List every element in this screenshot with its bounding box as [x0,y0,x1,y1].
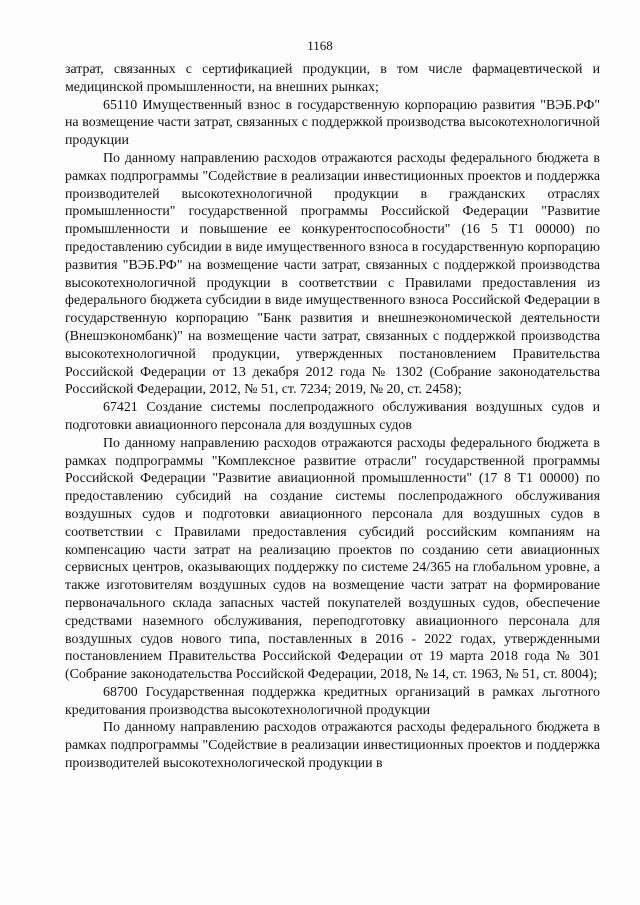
paragraph-heading-65110: 65110 Имущественный взнос в государственную корпорацию развития "ВЭБ.РФ" на возмещение части затрат, связанных с поддержкой производства высокотехнологичной продукции [65,97,600,149]
page-number: 1168 [307,38,333,53]
paragraph-description-65110: По данному направлению расходов отражаются расходы федерального бюджета в рамках подпрограммы "Содействие в реализации инвестиционных проектов и поддержка производителей высокотехнологичной продукции в гражданских отраслях промышленности" государственной программы Российской Федерации "Развитие промышленности и повышение ее конкурентоспособности" (16 5 Т1 00000) по предоставлению субсидии в виде имущественного взноса в государственную корпорацию развития "ВЭБ.РФ" на возмещение части затрат, связанных с поддержкой производства высокотехнологичной продукции в соответствии с Правилами предоставления из федерального бюджета субсидии в виде имущественного взноса Российской Федерации в государственную корпорацию "Банк развития и внешнеэкономической деятельности (Внешэкономбанк)" на возмещение части затрат, связанных с поддержкой производства высокотехнологичной продукции, утвержденных постановлением Правительства Российской Федерации от 13 декабря 2012 года № 1302 (Собрание законодательства Российской Федерации, 2012, № 51, ст. 7234; 2019, № 20, ст. 2458); [65,150,600,398]
paragraph-description-67421: По данному направлению расходов отражаются расходы федерального бюджета в рамках подпрограммы "Комплексное развитие отрасли" государственной программы Российской Федерации "Развитие авиационной промышленности" (17 8 Т1 00000) по предоставлению субсидий на создание системы послепродажного обслуживания воздушных судов и подготовки авиационного персонала для воздушных судов в соответствии с Правилами предоставления субсидий российским компаниям на компенсацию части затрат на реализацию проектов по созданию сети авиационных сервисных центров, оказывающих поддержку по системе 24/365 на глобальном уровне, а также изготовителям воздушных судов на возмещение части затрат на формирование первоначального склада запасных частей покупателей воздушных судов, обеспечение средствами наземного обслуживания, переподготовку авиационного персонала для воздушных судов нового типа, поставленных в 2016 - 2022 годах, утвержденными постановлением Правительства Российской Федерации от 19 марта 2018 года № 301 (Собрание законодательства Российской Федерации, 2018, № 14, ст. 1963, № 51, ст. 8004); [65,435,600,683]
paragraph-description-68700: По данному направлению расходов отражаются расходы федерального бюджета в рамках подпрограммы "Содействие в реализации инвестиционных проектов и поддержка производителей высокотехнологической продукции в [65,720,600,772]
paragraph-continuation: затрат, связанных с сертификацией продукции, в том числе фармацевтической и медицинской промышленности, на внешних рынках; [65,62,600,95]
paragraph-heading-67421: 67421 Создание системы послепродажного обслуживания воздушных судов и подготовки авиационного персонала для воздушных судов [65,400,600,433]
paragraph-heading-68700: 68700 Государственная поддержка кредитных организаций в рамках льготного кредитования производства высокотехнологичной продукции [65,684,600,718]
body-text [65,61,600,773]
